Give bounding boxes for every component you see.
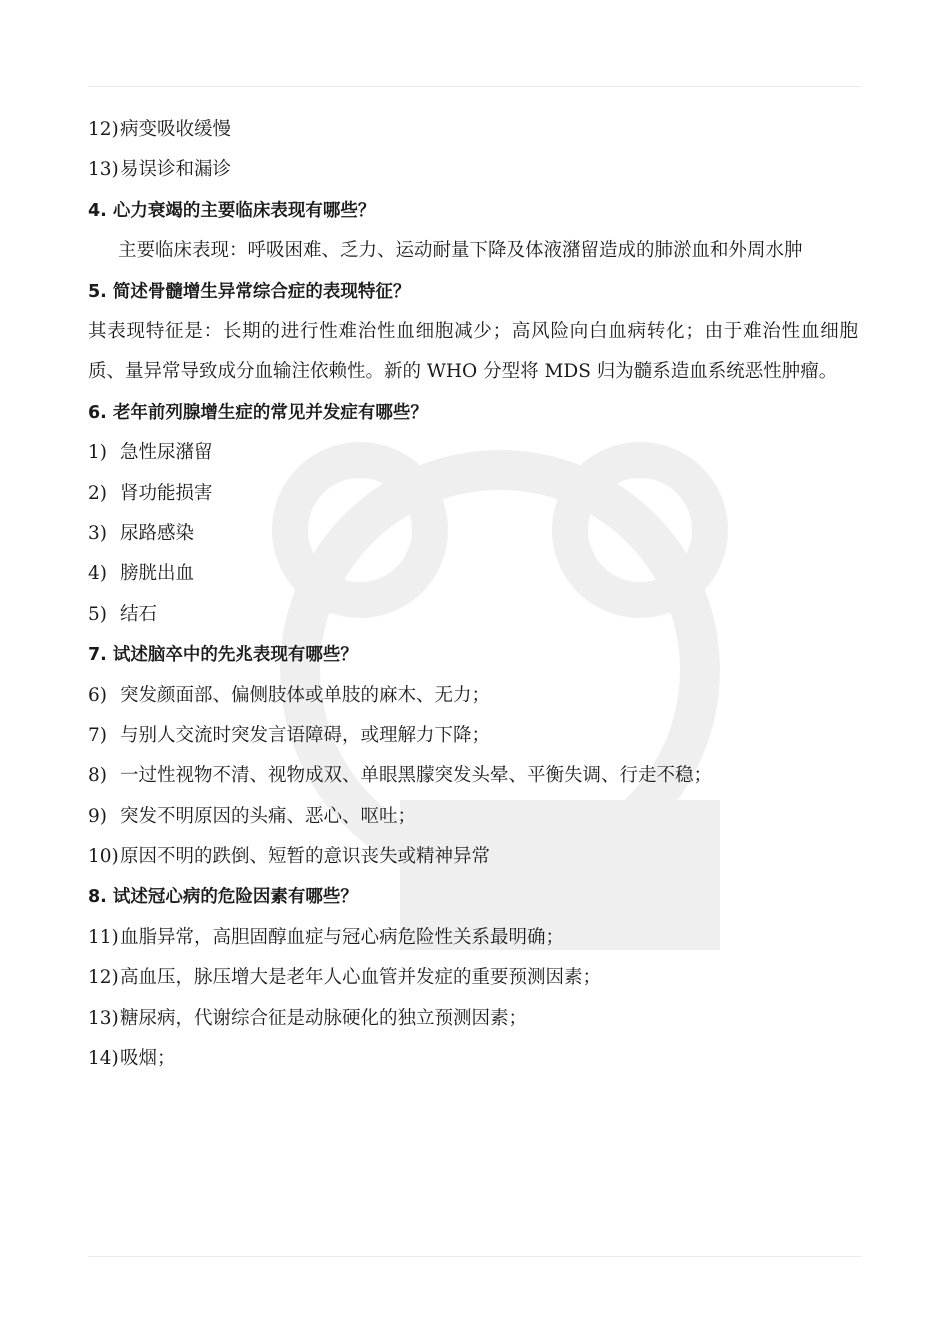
list-item: 6) 突发颜面部、偏侧肢体或单肢的麻木、无力； [88, 684, 491, 706]
question-4-heading: 4. 心力衰竭的主要临床表现有哪些？ [88, 200, 376, 221]
list-item: 14)吸烟； [88, 1048, 176, 1070]
list-item: 10)原因不明的跌倒、短暂的意识丧失或精神异常 [88, 846, 491, 868]
list-item: 13)易误诊和漏诊 [88, 159, 232, 181]
question-6-heading: 6. 老年前列腺增生症的常见并发症有哪些？ [88, 402, 428, 423]
footer-rule [88, 1256, 862, 1257]
list-item: 9) 突发不明原因的头痛、恶心、呕吐； [88, 805, 417, 827]
question-7-heading: 7. 试述脑卒中的先兆表现有哪些？ [88, 645, 358, 666]
header-rule [88, 86, 862, 87]
list-item: 2) 肾功能损害 [88, 482, 213, 504]
question-5-answer: 其表现特征是：长期的进行性难治性血细胞减少；高风险向白血病转化；由于难治性血细胞质、量异常导致成分血输注依赖性。新的 WHO 分型将 MDS 归为髓系造血系统恶性肿瘤。 [88, 320, 858, 383]
document-body [88, 110, 858, 1079]
list-item: 5) 结石 [88, 603, 158, 625]
list-item: 11)血脂异常，高胆固醇血症与冠心病危险性关系最明确； [88, 926, 565, 948]
list-item: 12)病变吸收缓慢 [88, 119, 232, 140]
question-8-heading: 8. 试述冠心病的危险因素有哪些？ [88, 887, 358, 908]
list-item: 1) 急性尿潴留 [88, 442, 213, 464]
list-item: 4) 膀胱出血 [88, 563, 195, 585]
list-item: 3) 尿路感染 [88, 522, 195, 544]
list-item: 8) 一过性视物不清、视物成双、单眼黑朦突发头晕、平衡失调、行走不稳； [88, 765, 713, 787]
list-item: 12)高血压，脉压增大是老年人心血管并发症的重要预测因素； [88, 967, 602, 989]
list-item: 13)糖尿病，代谢综合征是动脉硬化的独立预测因素； [88, 1007, 528, 1029]
question-5-heading: 5. 简述骨髓增生异常综合症的表现特征？ [88, 281, 411, 302]
list-item: 7) 与别人交流时突发言语障碍，或理解力下降； [88, 724, 491, 746]
question-4-answer: 主要临床表现：呼吸困难、乏力、运动耐量下降及体液潴留造成的肺淤血和外周水肿 [118, 240, 803, 262]
